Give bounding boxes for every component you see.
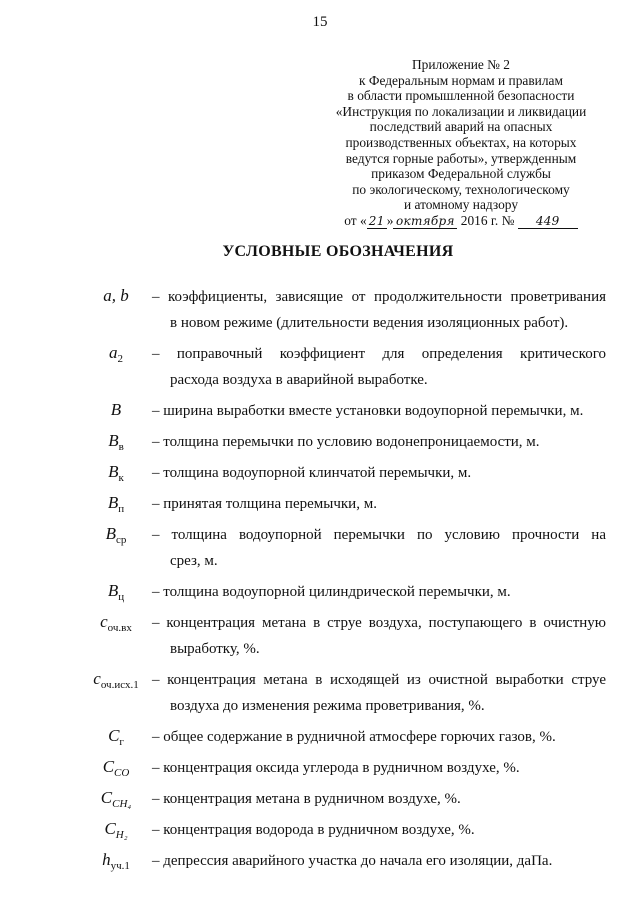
appendix-line: производственных объектах, на которых [345,134,577,150]
notation-symbol: $B_{ср}$ [105,524,127,546]
handwritten-order-number: 449 [518,215,578,229]
notation-subscript: ц [118,591,125,603]
appendix-line: последствий аварий на опасных [369,119,553,135]
notation-subscript: ср [116,534,127,546]
notation-symbol: $B_к$ [108,462,124,484]
notation-entry [66,460,606,486]
notation-symbol: $B_п$ [107,493,125,515]
notation-entry [66,522,606,574]
notation-symbol: $C_{CH_4}$ [100,788,132,810]
notation-symbol: $C_{H_2}$ [104,819,128,841]
description-line: – концентрация метана в исходящей из очистной выработки струе [152,672,606,688]
description-line: – ширина выработки вместе установки водоупорной перемычки, м. [152,403,584,419]
notation-description [152,786,606,812]
notation-description [152,284,606,336]
notation-subscript: к [118,472,124,484]
notation-symbol: $B_в$ [108,431,124,453]
appendix-line: ведутся горные работы», утвержденным [345,150,577,166]
notation-symbol: $a_2$ [109,343,123,365]
description-line: – концентрация метана в рудничном воздухе, %. [152,791,461,807]
description-line: воздуха до изменения режима проветривания, %. [170,698,485,714]
section-title: УСЛОВНЫЕ ОБОЗНАЧЕНИЯ [222,243,454,260]
notation-subscript: п [118,503,125,515]
notation-description [152,491,606,517]
notation-description [152,817,606,843]
notation-symbol: $c_{оч.исх.1}$ [93,669,139,691]
appendix-header [318,57,604,229]
notation-symbol: $h_{уч.1}$ [102,850,130,872]
description-line: – депрессия аварийного участка до начала его изоляции, даПа. [152,853,553,869]
notation-entry [66,398,606,424]
description-line: выработку, %. [170,641,260,657]
notation-subscript: в [118,441,124,453]
notation-description [152,610,606,662]
notation-entry [66,610,606,662]
notation-description [152,341,606,393]
notation-description [152,848,606,874]
notation-symbol: a, b [103,286,129,305]
description-line: срез, м. [170,553,218,569]
notation-symbol: $c_{оч.вх}$ [100,612,132,634]
appendix-line: в области промышленной безопасности [347,88,575,104]
handwritten-month: октября [393,215,457,229]
notation-description [152,755,606,781]
notation-description [152,667,606,719]
notation-entry [66,667,606,719]
description-line: – толщина водоупорной перемычки по условию прочности на [152,527,606,543]
description-line: – толщина водоупорной цилиндрической перемычки, м. [152,584,511,600]
appendix-line: «Инструкция по локализации и ликвидации [335,103,587,119]
page-number: 15 [312,14,328,30]
notation-description [152,579,606,605]
description-line: – коэффициенты, зависящие от продолжительности проветривания [152,289,606,305]
notation-entry [66,786,606,812]
notation-entry [66,817,606,843]
notation-symbol: $C_г$ [108,726,124,748]
description-line: – концентрация метана в струе воздуха, поступающего в очистную [152,615,606,631]
notation-entry [66,848,606,874]
description-line: – поправочный коэффициент для определения критического [152,346,606,362]
description-line: в новом режиме (длительности ведения изоляционных работ). [170,315,569,331]
notation-symbol: $C_{CO}$ [102,757,130,779]
notation-description [152,522,606,574]
notation-entry [66,429,606,455]
notation-subscript: оч.вх [107,622,132,634]
notation-subscript: H₂ [115,829,128,841]
notation-subscript: г [119,736,124,748]
notation-entry [66,724,606,750]
notation-symbol: B [110,400,122,419]
appendix-line: к Федеральным нормам и правилам [359,72,563,88]
handwritten-day: 21 [367,215,387,229]
notation-entry [66,755,606,781]
approval-date-line: от « 21 » октября 2016 г. № 449 [318,213,604,229]
notation-description [152,429,606,455]
notation-subscript: CO [114,767,130,779]
notation-symbol: $B_ц$ [107,581,125,603]
description-line: расхода воздуха в аварийной выработке. [170,372,428,388]
appendix-line: Приложение № 2 [411,57,511,72]
appendix-line: и атомному надзору [403,197,519,213]
description-line: – концентрация оксида углерода в рудничном воздухе, %. [152,760,520,776]
notation-entry [66,491,606,517]
notation-subscript: оч.исх.1 [100,679,139,691]
description-line: – принятая толщина перемычки, м. [152,496,377,512]
notation-subscript: 2 [117,353,123,365]
notation-entry [66,341,606,393]
description-line: – толщина перемычки по условию водонепроницаемости, м. [152,434,540,450]
description-line: – концентрация водорода в рудничном воздухе, %. [152,822,475,838]
notation-description [152,398,606,424]
notation-description [152,460,606,486]
description-line: – общее содержание в рудничной атмосфере горючих газов, %. [152,729,556,745]
appendix-line: приказом Федеральной службы [371,166,551,182]
notation-description [152,724,606,750]
notation-entry [66,579,606,605]
notation-entry [66,284,606,336]
description-line: – толщина водоупорной клинчатой перемычки, м. [152,465,472,481]
notation-subscript: CH₄ [112,798,132,810]
notation-list [66,284,606,879]
appendix-line: по экологическому, технологическому [352,181,570,197]
notation-subscript: уч.1 [110,860,130,872]
